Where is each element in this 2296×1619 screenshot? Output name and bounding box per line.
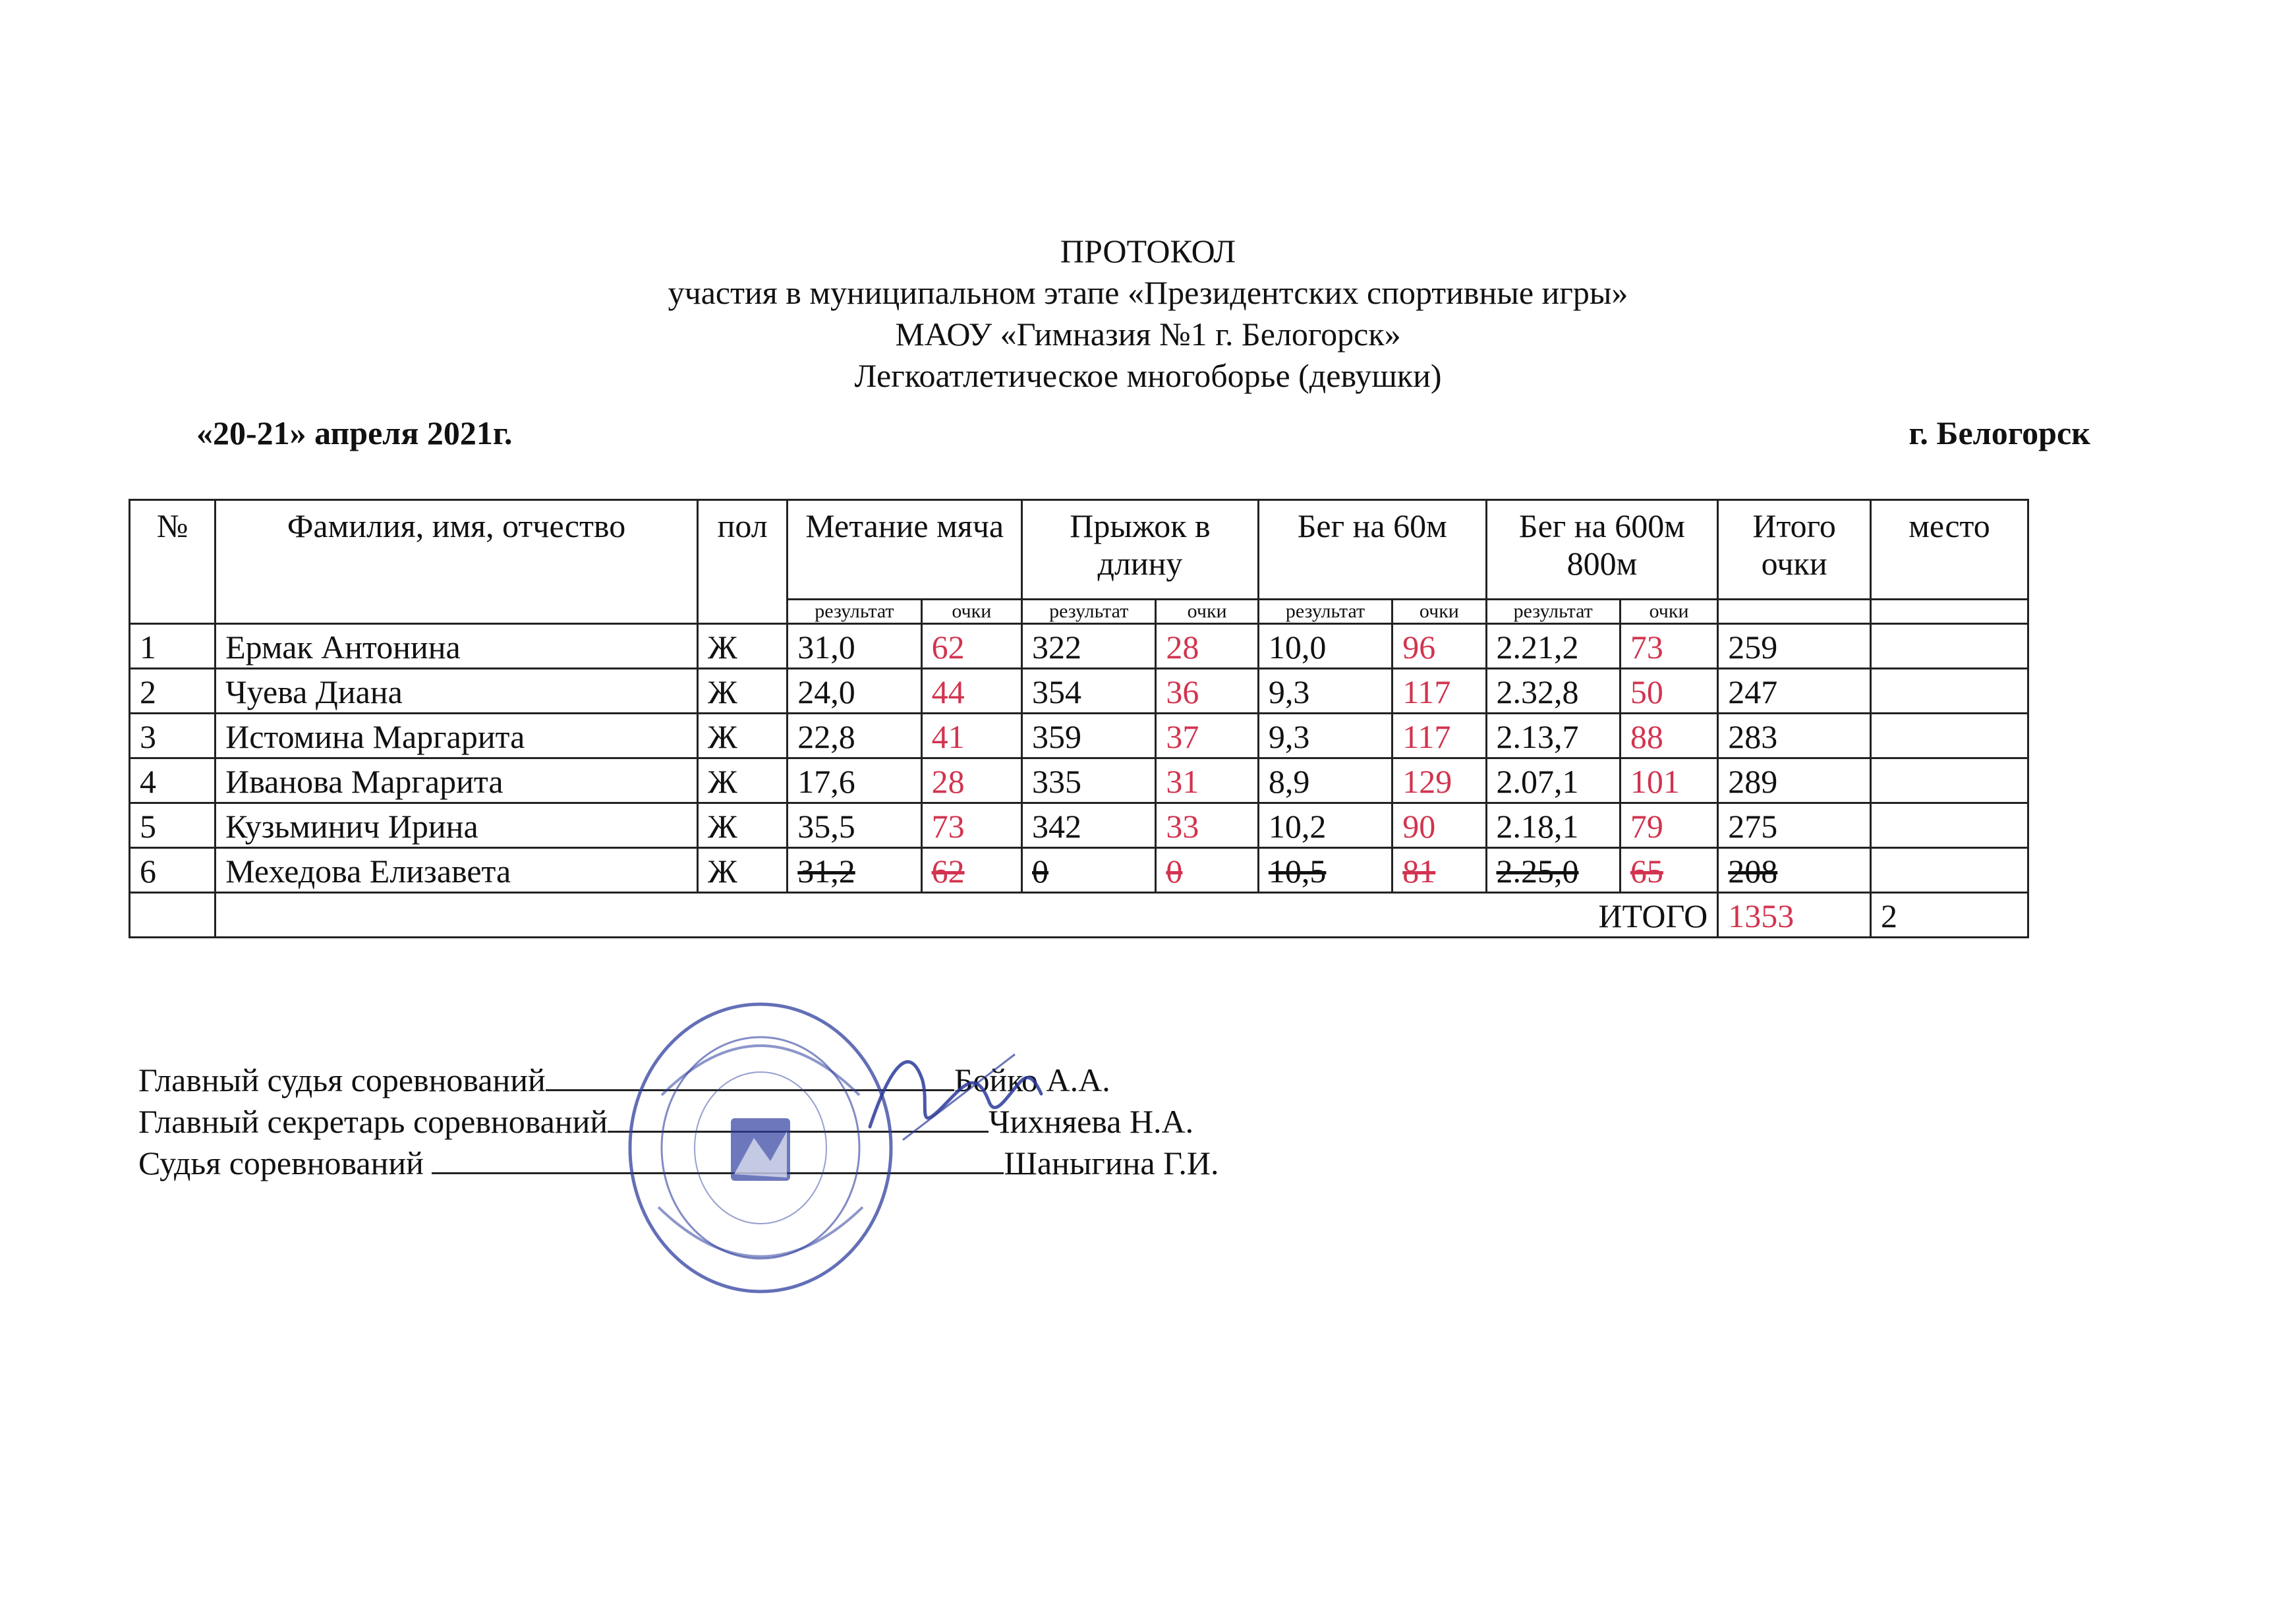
cell-run60-result: 8,9 — [1258, 758, 1392, 803]
table-row — [130, 714, 2028, 758]
cell-ball-result: 35,5 — [788, 803, 921, 848]
table-row — [130, 758, 2028, 803]
cell-name: Ермак Антонина — [215, 624, 698, 669]
cell-jump-result: 342 — [1022, 803, 1156, 848]
cell-ball-result: 17,6 — [788, 758, 921, 803]
subheader-result: результат — [788, 600, 921, 624]
subheader-points: очки — [1156, 600, 1259, 624]
table-row — [130, 624, 2028, 669]
col-header-run-60: Бег на 60м — [1258, 500, 1486, 600]
cell-ball-result: 31,2 — [788, 848, 921, 893]
results-table — [129, 499, 2029, 938]
cell-jump-result: 354 — [1022, 669, 1156, 714]
subheader-result: результат — [1258, 600, 1392, 624]
cell-ball-points: 44 — [921, 669, 1021, 714]
cell-run600-result: 2.18,1 — [1486, 803, 1620, 848]
cell-place — [1871, 758, 2028, 803]
cell-run600-result: 2.07,1 — [1486, 758, 1620, 803]
cell-run600-result: 2.21,2 — [1486, 624, 1620, 669]
cell-jump-result: 335 — [1022, 758, 1156, 803]
document-title: ПРОТОКОЛ — [1060, 233, 1236, 270]
col-header-total: Итого очки — [1718, 500, 1871, 600]
subheader-points: очки — [1392, 600, 1486, 624]
cell-run600-result: 2.32,8 — [1486, 669, 1620, 714]
cell-number: 3 — [130, 714, 215, 758]
cell-jump-points: 33 — [1156, 803, 1259, 848]
cell-run60-points: 90 — [1392, 803, 1486, 848]
cell-run60-result: 9,3 — [1258, 714, 1392, 758]
cell-run60-points: 129 — [1392, 758, 1486, 803]
col-header-ball-throw: Метание мяча — [788, 500, 1022, 600]
subheader-result: результат — [1022, 600, 1156, 624]
cell-total: 275 — [1718, 803, 1871, 848]
subheader-total-empty — [1718, 600, 1871, 624]
table-row — [130, 803, 2028, 848]
header-subtitle-discipline: Легкоатлетическое многоборье (девушки) — [854, 357, 1442, 394]
cell-place — [1871, 848, 2028, 893]
subheader-points: очки — [921, 600, 1021, 624]
cell-total: 283 — [1718, 714, 1871, 758]
chief-secretary-name: Чихняева Н.А. — [989, 1103, 1194, 1140]
cell-total-empty — [130, 893, 215, 938]
cell-number: 1 — [130, 624, 215, 669]
cell-place — [1871, 669, 2028, 714]
cell-sex: Ж — [698, 669, 788, 714]
total-value: 1353 — [1718, 893, 1871, 938]
cell-ball-points: 62 — [921, 624, 1021, 669]
cell-ball-result: 22,8 — [788, 714, 921, 758]
cell-run60-points: 81 — [1392, 848, 1486, 893]
cell-ball-points: 62 — [921, 848, 1021, 893]
chief-judge-label: Главный судья соревнований — [138, 1062, 546, 1098]
cell-name: Чуева Диана — [215, 669, 698, 714]
cell-place — [1871, 624, 2028, 669]
cell-jump-points: 0 — [1156, 848, 1259, 893]
cell-sex: Ж — [698, 803, 788, 848]
col-header-number: № — [130, 500, 215, 624]
cell-run600-result: 2.25,0 — [1486, 848, 1620, 893]
cell-ball-result: 24,0 — [788, 669, 921, 714]
cell-run600-points: 79 — [1620, 803, 1717, 848]
table-total-row — [130, 893, 2028, 938]
cell-run600-points: 65 — [1620, 848, 1717, 893]
cell-run600-result: 2.13,7 — [1486, 714, 1620, 758]
chief-judge-name: Бойко А.А. — [954, 1062, 1110, 1098]
cell-run60-result: 10,2 — [1258, 803, 1392, 848]
cell-jump-points: 36 — [1156, 669, 1259, 714]
cell-jump-points: 28 — [1156, 624, 1259, 669]
header-subtitle-event: участия в муниципальном этапе «Президентских спортивные игры» — [668, 274, 1628, 311]
col-header-long-jump: Прыжок в длину — [1022, 500, 1259, 600]
cell-number: 6 — [130, 848, 215, 893]
cell-sex: Ж — [698, 848, 788, 893]
cell-number: 4 — [130, 758, 215, 803]
subheader-points: очки — [1620, 600, 1717, 624]
table-row-struck — [130, 848, 2028, 893]
col-header-name: Фамилия, имя, отчество — [215, 500, 698, 624]
judge-name: Шаныгина Г.И. — [1004, 1145, 1219, 1181]
document-header — [0, 231, 2296, 397]
cell-ball-points: 41 — [921, 714, 1021, 758]
cell-ball-result: 31,0 — [788, 624, 921, 669]
subheader-place-empty — [1871, 600, 2028, 624]
cell-run60-points: 117 — [1392, 714, 1486, 758]
cell-run60-result: 9,3 — [1258, 669, 1392, 714]
table-header-row — [130, 500, 2028, 600]
col-header-run-600: Бег на 600м 800м — [1486, 500, 1718, 600]
cell-ball-points: 28 — [921, 758, 1021, 803]
cell-run60-result: 10,5 — [1258, 848, 1392, 893]
subheader-result: результат — [1486, 600, 1620, 624]
cell-total: 208 — [1718, 848, 1871, 893]
cell-name: Иванова Маргарита — [215, 758, 698, 803]
event-date: «20-21» апреля 2021г. — [196, 414, 513, 451]
cell-name: Кузьминич Ирина — [215, 803, 698, 848]
col-header-place: место — [1871, 500, 2028, 600]
cell-jump-result: 0 — [1022, 848, 1156, 893]
cell-number: 2 — [130, 669, 215, 714]
cell-total: 289 — [1718, 758, 1871, 803]
cell-place — [1871, 803, 2028, 848]
cell-name: Мехедова Елизавета — [215, 848, 698, 893]
table-row — [130, 669, 2028, 714]
cell-run600-points: 50 — [1620, 669, 1717, 714]
cell-run600-points: 101 — [1620, 758, 1717, 803]
cell-ball-points: 73 — [921, 803, 1021, 848]
cell-total: 259 — [1718, 624, 1871, 669]
col-header-sex: пол — [698, 500, 788, 624]
cell-sex: Ж — [698, 714, 788, 758]
event-city: г. Белогорск — [1909, 414, 2090, 451]
cell-run60-result: 10,0 — [1258, 624, 1392, 669]
cell-jump-result: 359 — [1022, 714, 1156, 758]
cell-jump-points: 31 — [1156, 758, 1259, 803]
cell-sex: Ж — [698, 758, 788, 803]
cell-run600-points: 88 — [1620, 714, 1717, 758]
handwritten-signature-icon — [863, 1028, 1048, 1160]
header-subtitle-school: МАОУ «Гимназия №1 г. Белогорск» — [895, 316, 1401, 353]
cell-run60-points: 96 — [1392, 624, 1486, 669]
judge-label: Судья соревнований — [138, 1145, 424, 1181]
cell-total: 247 — [1718, 669, 1871, 714]
cell-jump-points: 37 — [1156, 714, 1259, 758]
cell-place — [1871, 714, 2028, 758]
total-label: ИТОГО — [215, 893, 1718, 938]
cell-jump-result: 322 — [1022, 624, 1156, 669]
cell-sex: Ж — [698, 624, 788, 669]
total-place: 2 — [1871, 893, 2028, 938]
cell-name: Истомина Маргарита — [215, 714, 698, 758]
cell-run60-points: 117 — [1392, 669, 1486, 714]
chief-secretary-label: Главный секретарь соревнований — [138, 1103, 608, 1140]
official-stamp-icon — [622, 996, 899, 1299]
cell-number: 5 — [130, 803, 215, 848]
cell-run600-points: 73 — [1620, 624, 1717, 669]
